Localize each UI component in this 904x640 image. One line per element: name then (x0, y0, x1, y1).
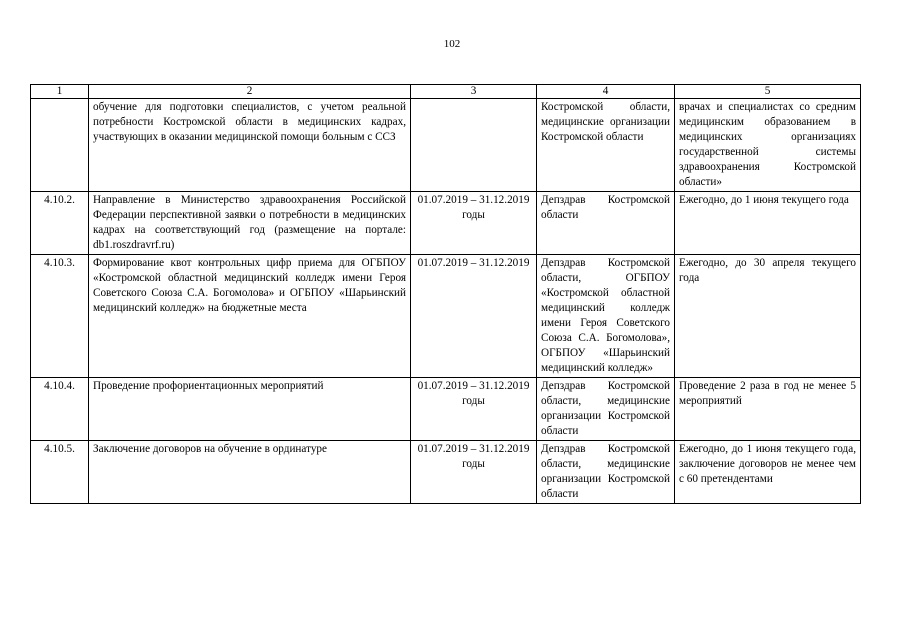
period-cell (411, 99, 537, 192)
table-row (31, 441, 861, 504)
table-row (31, 378, 861, 441)
item-number: 4.10.2. (31, 192, 89, 255)
activity-name: Направление в Министерство здравоохранения Российской Федерации перспективной заявки о потребности в медицинских кадрах на соответствующий год (размещение на портале: db1.roszdravrf.ru) (89, 192, 411, 255)
executors-cell: Депздрав Костромской области (537, 192, 675, 255)
executors-cell: Костромской области, медицинские организации Костромской области (537, 99, 675, 192)
column-header: 5 (675, 85, 861, 99)
period-cell: 01.07.2019 – 31.12.2019 (411, 255, 537, 378)
activity-name: обучение для подготовки специалистов, с учетом реальной потребности Костромской области в медицинских кадрах, участвующих в оказании медицинской помощи больным с ССЗ (89, 99, 411, 192)
result-cell: врачах и специалистах со средним медицинским образованием в медицинских организациях государственной системы здравоохранения Костромской области» (675, 99, 861, 192)
table-header-row (31, 85, 861, 99)
plan-table (30, 84, 861, 504)
column-header: 3 (411, 85, 537, 99)
activity-name: Заключение договоров на обучение в ординатуре (89, 441, 411, 504)
table-row (31, 255, 861, 378)
period-cell: 01.07.2019 – 31.12.2019 годы (411, 192, 537, 255)
activity-name: Формирование квот контрольных цифр приема для ОГБПОУ «Костромской областной медицинский колледж имени Героя Советского Союза С.А. Богомолова» и ОГБПОУ «Шарьинский медицинский колледж» на бюджетные места (89, 255, 411, 378)
column-header: 2 (89, 85, 411, 99)
table-row (31, 99, 861, 192)
column-header: 1 (31, 85, 89, 99)
item-number: 4.10.5. (31, 441, 89, 504)
result-cell: Ежегодно, до 1 июня текущего года, заключение договоров не менее чем с 60 претендентами (675, 441, 861, 504)
column-header: 4 (537, 85, 675, 99)
activity-name: Проведение профориентационных мероприятий (89, 378, 411, 441)
executors-cell: Депздрав Костромской области, медицинские организации Костромской области (537, 441, 675, 504)
page-number: 102 (443, 38, 461, 50)
result-cell: Проведение 2 раза в год не менее 5 мероприятий (675, 378, 861, 441)
executors-cell: Депздрав Костромской области, медицинские организации Костромской области (537, 378, 675, 441)
period-cell: 01.07.2019 – 31.12.2019 годы (411, 378, 537, 441)
item-number: 4.10.3. (31, 255, 89, 378)
result-cell: Ежегодно, до 30 апреля текущего года (675, 255, 861, 378)
item-number (31, 99, 89, 192)
executors-cell: Депздрав Костромской области, ОГБПОУ «Костромской областной медицинский колледж имени Героя Советского Союза С.А. Богомолова», ОГБПОУ «Шарьинский медицинский колледж» (537, 255, 675, 378)
item-number: 4.10.4. (31, 378, 89, 441)
period-cell: 01.07.2019 – 31.12.2019 годы (411, 441, 537, 504)
result-cell: Ежегодно, до 1 июня текущего года (675, 192, 861, 255)
table-row (31, 192, 861, 255)
